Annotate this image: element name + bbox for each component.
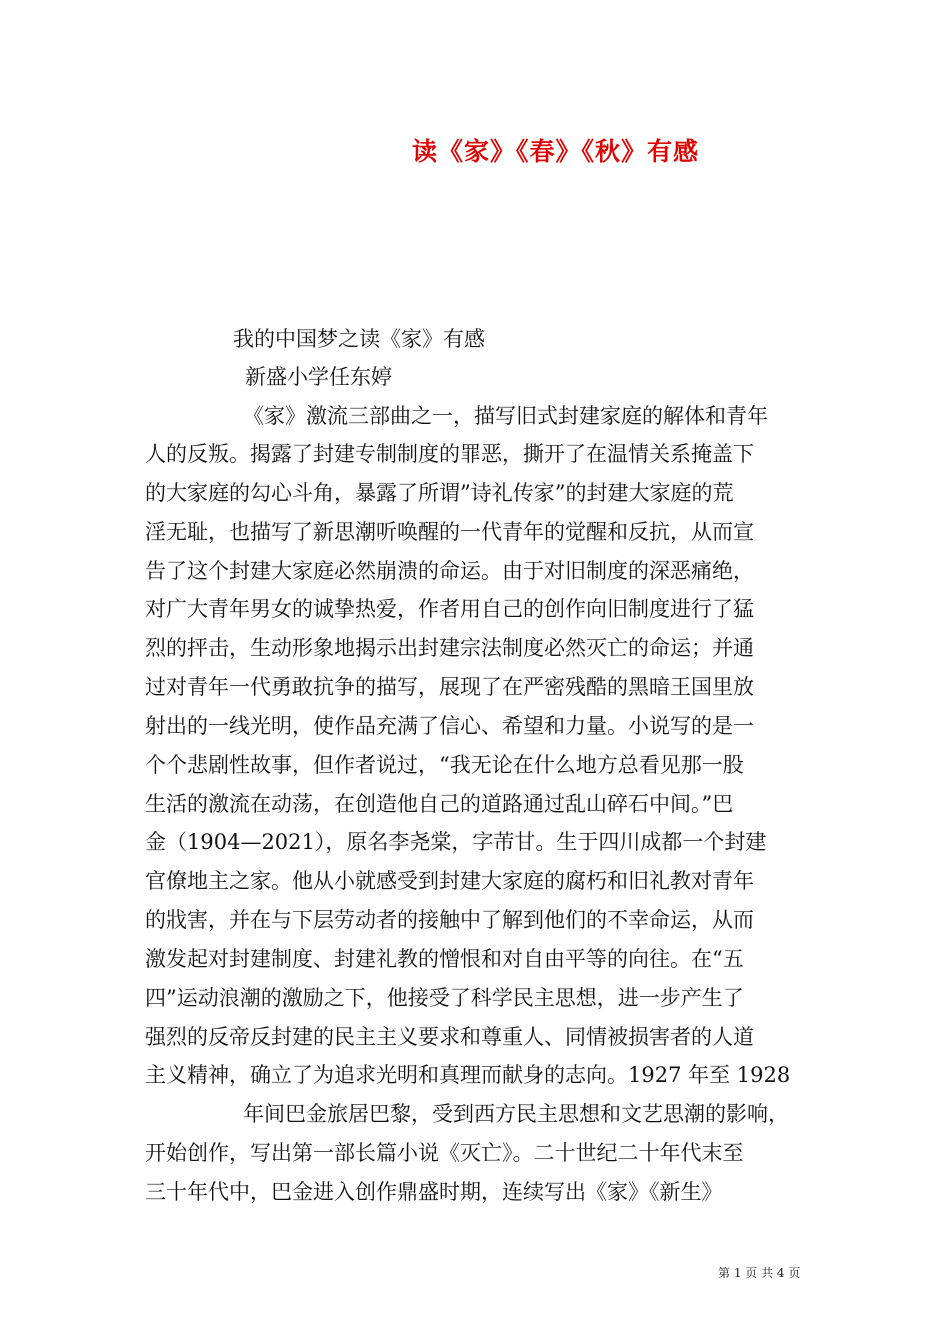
paragraph-line: 的戕害，并在与下层劳动者的接触中了解到他们的不幸命运，从而 (145, 908, 754, 932)
document-title: 读《家》《春》《秋》有感 (412, 137, 700, 166)
paragraph-line: 三十年代中，巴金进入创作鼎盛时期，连续写出《家》《新生》 (145, 1180, 723, 1204)
paragraph-line: 四”运动浪潮的激励之下，他接受了科学民主思想，进一步产生了 (145, 986, 744, 1010)
paragraph-line: 人的反叛。揭露了封建专制制度的罪恶，撕开了在温情关系掩盖下 (145, 442, 754, 466)
paragraph-line: 生活的激流在动荡，在创造他自己的道路通过乱山碎石中间。”巴 (145, 792, 734, 816)
paragraph-line: 金（1904—2021），原名李尧棠，字芾甘。生于四川成都一个封建 (145, 830, 767, 854)
paragraph-line: 官僚地主之家。他从小就感受到封建大家庭的腐朽和旧礼教对青年 (145, 869, 754, 893)
paragraph-line: 淫无耻，也描写了新思潮听唤醒的一代青年的觉醒和反抗，从而宣 (145, 520, 754, 544)
paragraph-line: 激发起对封建制度、封建礼教的憎恨和对自由平等的向往。在“五 (145, 947, 744, 971)
author-line: 新盛小学任东婷 (245, 365, 392, 389)
paragraph-line: 年间巴金旅居巴黎，受到西方民主思想和文艺思潮的影响， (243, 1102, 789, 1126)
paragraph-line: 强烈的反帝反封建的民主主义要求和尊重人、同情被损害者的人道 (145, 1025, 754, 1049)
page-number-footer: 第 1 页 共 4 页 (718, 1266, 801, 1280)
essay-subtitle: 我的中国梦之读《家》有感 (233, 327, 485, 351)
paragraph-line: 过对青年一代勇敢抗争的描写，展现了在严密残酷的黑暗王国里放 (145, 675, 754, 699)
paragraph-line: 《家》激流三部曲之一，描写旧式封建家庭的解体和青年 (243, 404, 768, 428)
paragraph-line: 主义精神，确立了为追求光明和真理而献身的志向。1927 年至 1928 (145, 1063, 791, 1087)
paragraph-line: 个个悲剧性故事，但作者说过，“我无论在什么地方总看见那一股 (145, 753, 744, 777)
paragraph-line: 开始创作，写出第一部长篇小说《灭亡》。二十世纪二十年代末至 (145, 1141, 744, 1165)
paragraph-line: 射出的一线光明，使作品充满了信心、希望和力量。小说写的是一 (145, 714, 754, 738)
paragraph-line: 烈的抨击，生动形象地揭示出封建宗法制度必然灭亡的命运；并通 (145, 636, 754, 660)
paragraph-line: 告了这个封建大家庭必然崩溃的命运。由于对旧制度的深恶痛绝， (145, 559, 754, 583)
paragraph-line: 的大家庭的勾心斗角，暴露了所谓”诗礼传家”的封建大家庭的荒 (145, 481, 734, 505)
paragraph-line: 对广大青年男女的诚挚热爱，作者用自己的创作向旧制度进行了猛 (145, 597, 754, 621)
